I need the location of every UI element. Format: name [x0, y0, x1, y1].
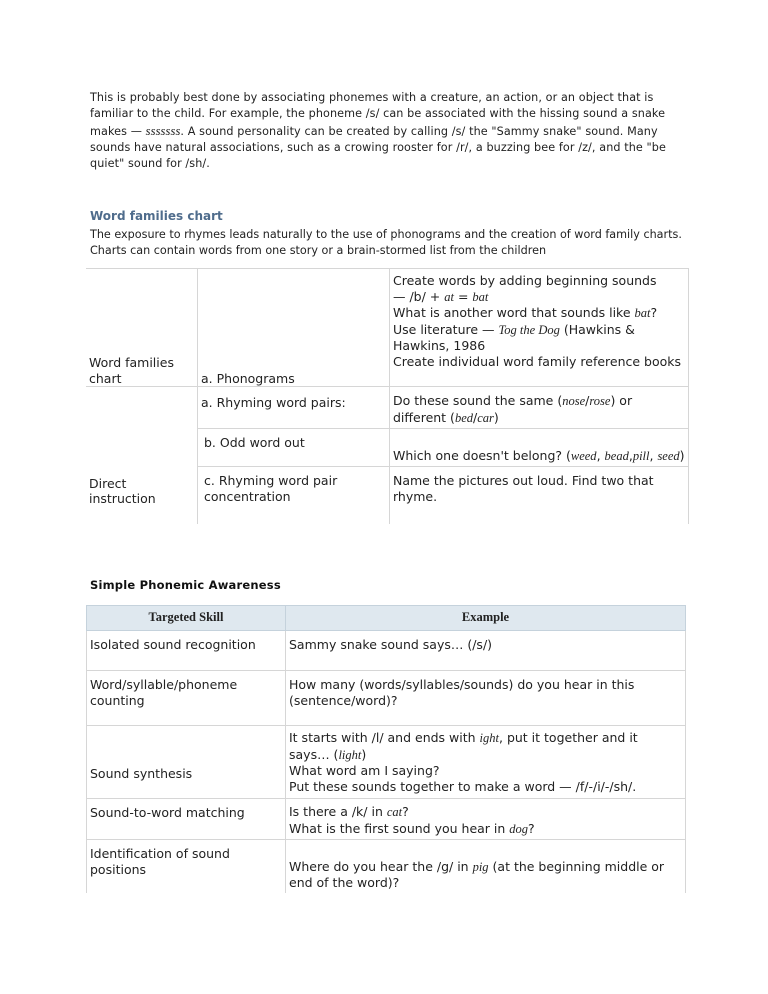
cell: Which one doesn't belong? (weed, bead,pill, seed)	[390, 429, 689, 467]
cell: b. Odd word out	[198, 429, 390, 467]
table-header-row	[87, 606, 686, 631]
cell: Create words by adding beginning sounds — /b/ + at = bat What is another word that sounds like bat? Use literature — Tog the Dog (Hawkins & Hawkins, 1986 Create individual word family reference books	[390, 269, 689, 387]
cell: How many (words/syllables/sounds) do you hear in this (sentence/word)?	[286, 671, 686, 726]
table-row	[86, 269, 689, 387]
intro-text-1: This is probably best done by associating phonemes with a creature, an action, or an object that is familiar to the child. For example, the phoneme /s/ can be associated with the hissing sound a snake makes —	[90, 91, 666, 138]
cell: a. Rhyming word pairs:	[198, 387, 390, 429]
cell: Sound synthesis	[87, 726, 286, 799]
word-families-heading: Word families chart	[90, 209, 223, 223]
table-row	[87, 726, 686, 799]
table-row	[87, 671, 686, 726]
cell: a. Phonograms	[198, 269, 390, 387]
table-row	[86, 387, 689, 429]
table-row	[87, 631, 686, 671]
cell: Sammy snake sound says… (/s/)	[286, 631, 686, 671]
table-row	[87, 799, 686, 840]
cell: Do these sound the same (nose/rose) or different (bed/car)	[390, 387, 689, 429]
cell: Direct instruction	[86, 387, 198, 524]
table-row	[87, 840, 686, 893]
column-header: Example	[286, 606, 686, 631]
cell: Sound-to-word matching	[87, 799, 286, 840]
cell: It starts with /l/ and ends with ight, put it together and it says… (light) What word am I saying? Put these sounds together to make a word — /f/-/i/-/sh/.	[286, 726, 686, 799]
intro-hiss: sssssss	[145, 123, 181, 138]
intro-text-2: . A sound personality can be created by calling /s/ the "Sammy snake" sound. Many sounds have natural associations, such as a crowing rooster for /r/, a buzzing bee for /z/, and the "be quiet" sound for /sh/.	[90, 124, 666, 171]
cell: c. Rhyming word pair concentration	[198, 467, 390, 524]
cell: Identification of sound positions	[87, 840, 286, 893]
cell: Name the pictures out loud. Find two that rhyme.	[390, 467, 689, 524]
cell: Is there a /k/ in cat? What is the first sound you hear in dog?	[286, 799, 686, 840]
phonemic-table	[86, 605, 686, 893]
word-families-table	[86, 268, 689, 524]
column-header: Targeted Skill	[87, 606, 286, 631]
cell: Where do you hear the /g/ in pig (at the beginning middle or end of the word)?	[286, 840, 686, 893]
cell: Isolated sound recognition	[87, 631, 286, 671]
cell: Word/syllable/phoneme counting	[87, 671, 286, 726]
cell: Word families chart	[89, 355, 174, 386]
intro-paragraph	[90, 90, 690, 172]
word-families-description: The exposure to rhymes leads naturally to the use of phonograms and the creation of word family charts. Charts can contain words from one story or a brain-stormed list from the children	[90, 228, 682, 257]
phonemic-heading: Simple Phonemic Awareness	[90, 578, 281, 592]
